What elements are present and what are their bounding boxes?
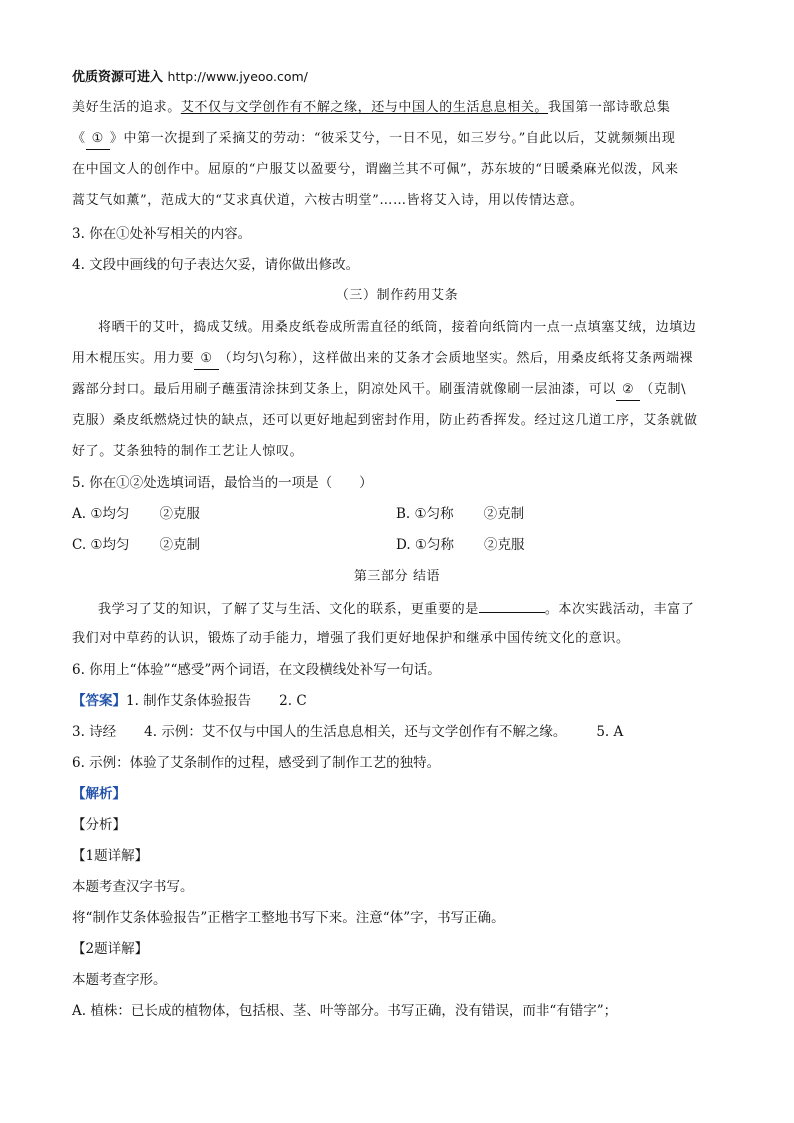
detail-title-1: 【1题详解】 (72, 848, 149, 864)
question-4: 4. 文段中画线的句子表达欠妥，请你做出修改。 (72, 257, 360, 273)
question-6: 6. 你用上“体验”“感受”两个词语，在文段横线处补写一句话。 (72, 662, 441, 678)
section-title: （三）制作药用艾条 (335, 288, 459, 303)
passage-line: 美好生活的追求。艾不仅与文学创作有不解之缘，还与中国人的生活息息相关。我国第一部诗歌总集 (72, 100, 671, 115)
answer-label: 【答案】 (72, 693, 126, 709)
passage-line: 将晒干的艾叶，捣成艾绒。用桑皮纸卷成所需直径的纸筒，接着向纸筒内一点一点填塞艾绒，边填边 (98, 320, 697, 335)
question-5: 5. 你在①②处选填词语，最恰当的一项是（ ） (72, 475, 373, 491)
analysis-label: 【解析】 (72, 786, 126, 802)
underlined-sentence: 艾不仅与文学创作有不解之缘，还与中国人的生活息息相关。 (180, 100, 549, 115)
passage-line: 露部分封口。最后用刷子蘸蛋清涂抹到艾条上，阴凉处风干。刷蛋清就像刷一层油漆，可以 ② （克制\ (72, 380, 686, 401)
option-c: C. ①均匀 ②克制 (72, 537, 201, 553)
answer-line: 3. 诗经 4. 示例：艾不仅与中国人的生活息息相关，还与文学创作有不解之缘。 5. A (72, 724, 624, 740)
option-d: D. ①匀称 ②克服 (396, 537, 525, 553)
detail-text: A. 植株：已长成的植物体，包括根、茎、叶等部分。书写正确，没有错误，而非“有错字”； (72, 1003, 618, 1019)
blank-1: ① (86, 129, 110, 150)
detail-text: 将“制作艾条体验报告”正楷字工整地书写下来。注意“体”字，书写正确。 (72, 910, 505, 926)
detail-title-2: 【2题详解】 (72, 941, 149, 957)
site-header (72, 66, 308, 85)
site-label: 优质资源可进入 (72, 70, 164, 85)
passage-line: 好了。艾条独特的制作工艺让人惊叹。 (72, 444, 304, 459)
part-title: 第三部分 结语 (353, 569, 441, 584)
passage-line: 我学习了艾的知识，了解了艾与生活、文化的联系，更重要的是 。本次实践活动，丰富了 (98, 598, 694, 620)
passage-line: 蒿艾气如薰”，范成大的“艾求真伏道，六桉古明堂”……皆将艾入诗，用以传情达意。 (72, 193, 584, 208)
analysis-heading: 【分析】 (72, 817, 126, 833)
answer-line: 【答案】1. 制作艾条体验报告 2. C (72, 693, 307, 709)
detail-text: 本题考查字形。 (72, 972, 167, 988)
passage-line: 用木棍压实。用力要 ① （均匀\匀称），这样做出来的艾条才会质地坚实。然后，用桑皮纸将艾条两端裸 (72, 349, 693, 370)
site-url-link[interactable]: http://www.jyeoo.com/ (167, 69, 308, 84)
answer-line: 6. 示例：体验了艾条制作的过程，感受到了制作工艺的独特。 (72, 755, 441, 771)
blank-1: ① (194, 349, 218, 370)
passage-line: 《 ① 》中第一次提到了采摘艾的劳动：“彼采艾兮，一日不见，如三岁兮。”自此以后，艾就频频出现 (72, 129, 675, 150)
passage-line: 克服）桑皮纸燃烧过快的缺点，还可以更好地起到密封作用，防止药香挥发。经过这几道工序，艾条就做 (72, 413, 698, 428)
fill-blank (479, 598, 545, 613)
detail-text: 本题考查汉字书写。 (72, 879, 194, 895)
option-b: B. ①匀称 ②克制 (396, 506, 525, 522)
question-3: 3. 你在①处补写相关的内容。 (72, 226, 252, 242)
option-a: A. ①均匀 ②克服 (72, 506, 200, 522)
blank-2: ② (616, 380, 640, 401)
passage-line: 在中国文人的创作中。屈原的“户服艾以盈要兮，谓幽兰其不可佩”，苏东坡的“日暖桑麻光似泼，风来 (72, 162, 679, 177)
passage-line: 我们对中草药的认识，锻炼了动手能力，增强了我们更好地保护和继承中国传统文化的意识。 (72, 631, 630, 646)
